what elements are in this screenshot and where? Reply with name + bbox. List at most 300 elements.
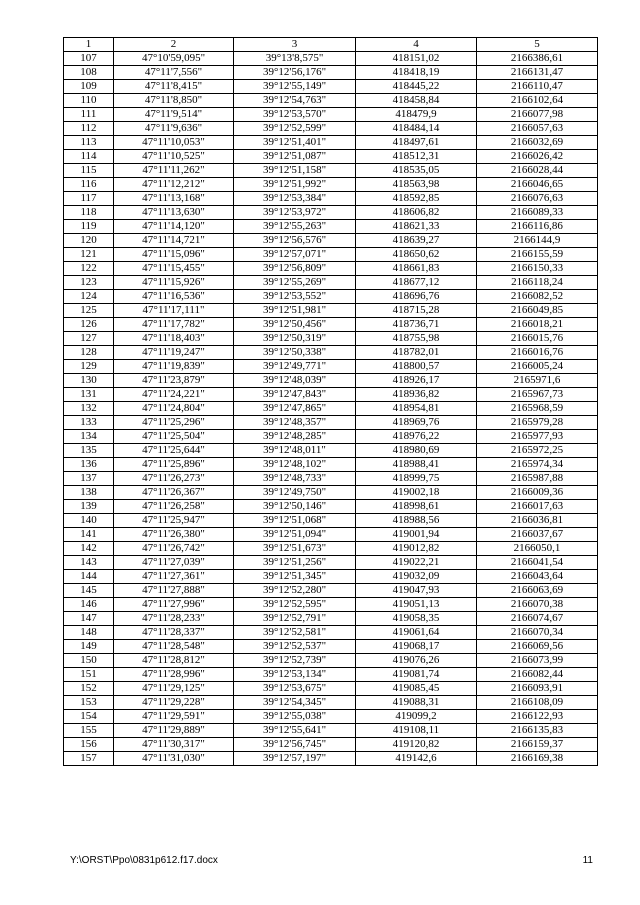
cell-latitude: 47°11'11,262": [114, 164, 234, 178]
cell-y: 2165977,93: [477, 430, 598, 444]
cell-x: 418592,85: [356, 192, 477, 206]
table-row: [64, 584, 598, 598]
cell-point-number: 134: [64, 430, 114, 444]
cell-longitude: 39°12'48,285": [234, 430, 356, 444]
table-row: [64, 108, 598, 122]
cell-x: 418418,19: [356, 66, 477, 80]
cell-point-number: 124: [64, 290, 114, 304]
cell-y: 2166074,67: [477, 612, 598, 626]
cell-point-number: 121: [64, 248, 114, 262]
cell-latitude: 47°11'26,380": [114, 528, 234, 542]
cell-latitude: 47°11'16,536": [114, 290, 234, 304]
cell-latitude: 47°11'19,247": [114, 346, 234, 360]
cell-point-number: 136: [64, 458, 114, 472]
cell-y: 2166028,44: [477, 164, 598, 178]
table-row: [64, 94, 598, 108]
cell-longitude: 39°12'48,102": [234, 458, 356, 472]
cell-x: 418639,27: [356, 234, 477, 248]
cell-latitude: 47°11'26,273": [114, 472, 234, 486]
table-row: [64, 206, 598, 220]
cell-x: 419022,21: [356, 556, 477, 570]
cell-longitude: 39°12'51,992": [234, 178, 356, 192]
table-row: [64, 724, 598, 738]
cell-y: 2166050,1: [477, 542, 598, 556]
cell-longitude: 39°12'50,319": [234, 332, 356, 346]
cell-latitude: 47°11'15,096": [114, 248, 234, 262]
cell-point-number: 154: [64, 710, 114, 724]
cell-longitude: 39°12'53,552": [234, 290, 356, 304]
cell-latitude: 47°11'27,361": [114, 570, 234, 584]
cell-longitude: 39°12'50,146": [234, 500, 356, 514]
cell-y: 2166049,85: [477, 304, 598, 318]
cell-point-number: 142: [64, 542, 114, 556]
cell-y: 2166070,34: [477, 626, 598, 640]
cell-x: 419081,74: [356, 668, 477, 682]
cell-x: 418497,61: [356, 136, 477, 150]
cell-x: 418484,14: [356, 122, 477, 136]
cell-x: 418151,02: [356, 52, 477, 66]
cell-y: 2166082,44: [477, 668, 598, 682]
cell-latitude: 47°11'14,721": [114, 234, 234, 248]
cell-point-number: 125: [64, 304, 114, 318]
table-row: [64, 444, 598, 458]
cell-y: 2166016,76: [477, 346, 598, 360]
cell-point-number: 120: [64, 234, 114, 248]
table-row: [64, 388, 598, 402]
cell-point-number: 116: [64, 178, 114, 192]
cell-x: 418606,82: [356, 206, 477, 220]
cell-longitude: 39°12'48,011": [234, 444, 356, 458]
cell-latitude: 47°11'8,850": [114, 94, 234, 108]
cell-y: 2165971,6: [477, 374, 598, 388]
cell-x: 419061,64: [356, 626, 477, 640]
cell-y: 2166041,54: [477, 556, 598, 570]
cell-latitude: 47°11'27,888": [114, 584, 234, 598]
cell-point-number: 107: [64, 52, 114, 66]
cell-point-number: 151: [64, 668, 114, 682]
cell-point-number: 140: [64, 514, 114, 528]
table-row: [64, 192, 598, 206]
table-header-row: [64, 38, 598, 52]
cell-longitude: 39°12'47,865": [234, 402, 356, 416]
table-row: [64, 668, 598, 682]
table-body: [64, 38, 598, 766]
cell-point-number: 115: [64, 164, 114, 178]
cell-point-number: 153: [64, 696, 114, 710]
cell-x: 418980,69: [356, 444, 477, 458]
cell-point-number: 155: [64, 724, 114, 738]
header-cell-y: 5: [477, 38, 598, 52]
cell-x: 418512,31: [356, 150, 477, 164]
cell-longitude: 39°12'52,595": [234, 598, 356, 612]
cell-y: 2166015,76: [477, 332, 598, 346]
cell-x: 418445,22: [356, 80, 477, 94]
cell-point-number: 157: [64, 752, 114, 766]
cell-latitude: 47°11'24,221": [114, 388, 234, 402]
cell-point-number: 150: [64, 654, 114, 668]
cell-latitude: 47°11'8,415": [114, 80, 234, 94]
cell-latitude: 47°11'14,120": [114, 220, 234, 234]
cell-latitude: 47°11'13,630": [114, 206, 234, 220]
cell-y: 2166102,64: [477, 94, 598, 108]
cell-longitude: 39°12'56,176": [234, 66, 356, 80]
cell-longitude: 39°12'51,256": [234, 556, 356, 570]
cell-point-number: 139: [64, 500, 114, 514]
cell-longitude: 39°12'50,338": [234, 346, 356, 360]
table-row: [64, 262, 598, 276]
cell-x: 419051,13: [356, 598, 477, 612]
table-row: [64, 640, 598, 654]
cell-y: 2166118,24: [477, 276, 598, 290]
cell-latitude: 47°11'29,228": [114, 696, 234, 710]
cell-latitude: 47°11'28,233": [114, 612, 234, 626]
cell-x: 419088,31: [356, 696, 477, 710]
cell-x: 419058,35: [356, 612, 477, 626]
table-row: [64, 570, 598, 584]
cell-y: 2166032,69: [477, 136, 598, 150]
cell-latitude: 47°11'19,839": [114, 360, 234, 374]
cell-point-number: 129: [64, 360, 114, 374]
table-row: [64, 738, 598, 752]
cell-latitude: 47°11'29,889": [114, 724, 234, 738]
table-row: [64, 528, 598, 542]
cell-y: 2166082,52: [477, 290, 598, 304]
cell-y: 2166110,47: [477, 80, 598, 94]
cell-longitude: 39°12'57,071": [234, 248, 356, 262]
table-row: [64, 248, 598, 262]
cell-longitude: 39°12'53,675": [234, 682, 356, 696]
table-row: [64, 500, 598, 514]
cell-latitude: 47°11'26,742": [114, 542, 234, 556]
cell-longitude: 39°12'56,809": [234, 262, 356, 276]
cell-y: 2166005,24: [477, 360, 598, 374]
cell-y: 2166063,69: [477, 584, 598, 598]
cell-longitude: 39°12'55,269": [234, 276, 356, 290]
cell-y: 2166046,65: [477, 178, 598, 192]
cell-longitude: 39°12'48,357": [234, 416, 356, 430]
cell-point-number: 117: [64, 192, 114, 206]
table-row: [64, 710, 598, 724]
cell-y: 2166108,09: [477, 696, 598, 710]
cell-point-number: 138: [64, 486, 114, 500]
cell-x: 419047,93: [356, 584, 477, 598]
cell-y: 2165972,25: [477, 444, 598, 458]
table-row: [64, 332, 598, 346]
cell-x: 419142,6: [356, 752, 477, 766]
cell-x: 418999,75: [356, 472, 477, 486]
table-row: [64, 402, 598, 416]
cell-y: 2165979,28: [477, 416, 598, 430]
cell-point-number: 110: [64, 94, 114, 108]
cell-latitude: 47°11'9,514": [114, 108, 234, 122]
cell-latitude: 47°11'28,812": [114, 654, 234, 668]
cell-longitude: 39°12'52,280": [234, 584, 356, 598]
cell-latitude: 47°11'15,926": [114, 276, 234, 290]
cell-x: 418715,28: [356, 304, 477, 318]
cell-point-number: 143: [64, 556, 114, 570]
cell-x: 418976,22: [356, 430, 477, 444]
cell-latitude: 47°11'10,525": [114, 150, 234, 164]
cell-latitude: 47°11'17,111": [114, 304, 234, 318]
cell-latitude: 47°11'23,879": [114, 374, 234, 388]
cell-y: 2166116,86: [477, 220, 598, 234]
cell-longitude: 39°12'48,039": [234, 374, 356, 388]
footer-page-number: 11: [582, 855, 593, 866]
cell-point-number: 131: [64, 388, 114, 402]
cell-longitude: 39°12'49,750": [234, 486, 356, 500]
table-row: [64, 696, 598, 710]
cell-point-number: 156: [64, 738, 114, 752]
cell-point-number: 114: [64, 150, 114, 164]
cell-longitude: 39°12'55,641": [234, 724, 356, 738]
cell-x: 418650,62: [356, 248, 477, 262]
cell-x: 418755,98: [356, 332, 477, 346]
cell-y: 2166093,91: [477, 682, 598, 696]
cell-longitude: 39°13'8,575": [234, 52, 356, 66]
table-row: [64, 472, 598, 486]
cell-x: 418800,57: [356, 360, 477, 374]
cell-latitude: 47°11'7,556": [114, 66, 234, 80]
cell-y: 2166135,83: [477, 724, 598, 738]
cell-x: 418936,82: [356, 388, 477, 402]
cell-point-number: 109: [64, 80, 114, 94]
cell-latitude: 47°11'18,403": [114, 332, 234, 346]
cell-y: 2166169,38: [477, 752, 598, 766]
header-cell-longitude: 3: [234, 38, 356, 52]
cell-point-number: 118: [64, 206, 114, 220]
cell-point-number: 130: [64, 374, 114, 388]
cell-y: 2166150,33: [477, 262, 598, 276]
cell-y: 2166037,67: [477, 528, 598, 542]
cell-y: 2166077,98: [477, 108, 598, 122]
table-row: [64, 122, 598, 136]
cell-longitude: 39°12'54,345": [234, 696, 356, 710]
cell-longitude: 39°12'51,673": [234, 542, 356, 556]
header-cell-latitude: 2: [114, 38, 234, 52]
cell-latitude: 47°11'25,644": [114, 444, 234, 458]
cell-x: 418926,17: [356, 374, 477, 388]
table-row: [64, 276, 598, 290]
table-row: [64, 752, 598, 766]
cell-y: 2166386,61: [477, 52, 598, 66]
cell-point-number: 141: [64, 528, 114, 542]
coordinates-table: [63, 37, 598, 766]
table-row: [64, 234, 598, 248]
cell-longitude: 39°12'53,972": [234, 206, 356, 220]
cell-latitude: 47°11'28,548": [114, 640, 234, 654]
cell-latitude: 47°11'15,455": [114, 262, 234, 276]
cell-longitude: 39°12'55,038": [234, 710, 356, 724]
cell-point-number: 149: [64, 640, 114, 654]
cell-latitude: 47°11'26,258": [114, 500, 234, 514]
cell-x: 418988,41: [356, 458, 477, 472]
cell-point-number: 108: [64, 66, 114, 80]
cell-point-number: 112: [64, 122, 114, 136]
cell-latitude: 47°11'29,125": [114, 682, 234, 696]
cell-y: 2166026,42: [477, 150, 598, 164]
table-row: [64, 416, 598, 430]
cell-point-number: 126: [64, 318, 114, 332]
cell-y: 2166144,9: [477, 234, 598, 248]
cell-y: 2166018,21: [477, 318, 598, 332]
cell-longitude: 39°12'53,134": [234, 668, 356, 682]
cell-x: 418954,81: [356, 402, 477, 416]
cell-latitude: 47°11'27,996": [114, 598, 234, 612]
cell-longitude: 39°12'51,094": [234, 528, 356, 542]
cell-x: 419099,2: [356, 710, 477, 724]
cell-y: 2166043,64: [477, 570, 598, 584]
cell-longitude: 39°12'51,068": [234, 514, 356, 528]
cell-longitude: 39°12'50,456": [234, 318, 356, 332]
cell-point-number: 137: [64, 472, 114, 486]
cell-x: 418696,76: [356, 290, 477, 304]
cell-point-number: 135: [64, 444, 114, 458]
cell-y: 2165987,88: [477, 472, 598, 486]
cell-longitude: 39°12'55,149": [234, 80, 356, 94]
cell-point-number: 144: [64, 570, 114, 584]
cell-longitude: 39°12'53,384": [234, 192, 356, 206]
cell-y: 2166073,99: [477, 654, 598, 668]
cell-y: 2165974,34: [477, 458, 598, 472]
cell-latitude: 47°11'25,896": [114, 458, 234, 472]
cell-x: 418677,12: [356, 276, 477, 290]
cell-x: 418563,98: [356, 178, 477, 192]
table-row: [64, 458, 598, 472]
cell-latitude: 47°11'31,030": [114, 752, 234, 766]
cell-latitude: 47°11'29,591": [114, 710, 234, 724]
cell-x: 419076,26: [356, 654, 477, 668]
cell-longitude: 39°12'51,345": [234, 570, 356, 584]
cell-latitude: 47°11'28,337": [114, 626, 234, 640]
cell-longitude: 39°12'51,158": [234, 164, 356, 178]
cell-x: 418661,83: [356, 262, 477, 276]
cell-point-number: 147: [64, 612, 114, 626]
cell-y: 2166122,93: [477, 710, 598, 724]
header-cell-x: 4: [356, 38, 477, 52]
cell-x: 418782,01: [356, 346, 477, 360]
table-row: [64, 304, 598, 318]
cell-x: 419085,45: [356, 682, 477, 696]
cell-longitude: 39°12'56,576": [234, 234, 356, 248]
cell-x: 418736,71: [356, 318, 477, 332]
cell-longitude: 39°12'52,581": [234, 626, 356, 640]
cell-x: 419068,17: [356, 640, 477, 654]
cell-point-number: 148: [64, 626, 114, 640]
cell-latitude: 47°10'59,095": [114, 52, 234, 66]
table-row: [64, 290, 598, 304]
table-row: [64, 52, 598, 66]
cell-latitude: 47°11'25,296": [114, 416, 234, 430]
cell-x: 418479,9: [356, 108, 477, 122]
cell-longitude: 39°12'53,570": [234, 108, 356, 122]
table-row: [64, 80, 598, 94]
cell-x: 418535,05: [356, 164, 477, 178]
cell-latitude: 47°11'12,212": [114, 178, 234, 192]
cell-longitude: 39°12'54,763": [234, 94, 356, 108]
cell-longitude: 39°12'48,733": [234, 472, 356, 486]
cell-point-number: 133: [64, 416, 114, 430]
cell-longitude: 39°12'52,599": [234, 122, 356, 136]
cell-x: 419002,18: [356, 486, 477, 500]
table-row: [64, 430, 598, 444]
cell-point-number: 132: [64, 402, 114, 416]
cell-x: 418988,56: [356, 514, 477, 528]
cell-longitude: 39°12'51,087": [234, 150, 356, 164]
cell-y: 2166131,47: [477, 66, 598, 80]
table-row: [64, 136, 598, 150]
cell-latitude: 47°11'26,367": [114, 486, 234, 500]
cell-longitude: 39°12'55,263": [234, 220, 356, 234]
table-row: [64, 220, 598, 234]
cell-x: 418458,84: [356, 94, 477, 108]
cell-x: 419001,94: [356, 528, 477, 542]
table-row: [64, 346, 598, 360]
table-row: [64, 682, 598, 696]
cell-x: 419012,82: [356, 542, 477, 556]
cell-point-number: 113: [64, 136, 114, 150]
cell-point-number: 127: [64, 332, 114, 346]
cell-longitude: 39°12'47,843": [234, 388, 356, 402]
cell-point-number: 122: [64, 262, 114, 276]
table-row: [64, 486, 598, 500]
table-row: [64, 150, 598, 164]
cell-y: 2166036,81: [477, 514, 598, 528]
cell-latitude: 47°11'27,039": [114, 556, 234, 570]
cell-y: 2166089,33: [477, 206, 598, 220]
cell-longitude: 39°12'56,745": [234, 738, 356, 752]
cell-point-number: 152: [64, 682, 114, 696]
cell-y: 2166057,63: [477, 122, 598, 136]
cell-y: 2166159,37: [477, 738, 598, 752]
table-row: [64, 598, 598, 612]
cell-longitude: 39°12'52,791": [234, 612, 356, 626]
footer-file-path: Y:\ORST\Ppo\0831p612.f17.docx: [70, 855, 218, 866]
cell-y: 2166076,63: [477, 192, 598, 206]
cell-point-number: 146: [64, 598, 114, 612]
table-row: [64, 556, 598, 570]
cell-point-number: 123: [64, 276, 114, 290]
cell-y: 2166069,56: [477, 640, 598, 654]
cell-latitude: 47°11'28,996": [114, 668, 234, 682]
cell-y: 2166070,38: [477, 598, 598, 612]
cell-x: 418621,33: [356, 220, 477, 234]
table-row: [64, 654, 598, 668]
table-row: [64, 66, 598, 80]
table-row: [64, 542, 598, 556]
cell-latitude: 47°11'24,804": [114, 402, 234, 416]
cell-point-number: 119: [64, 220, 114, 234]
cell-latitude: 47°11'10,053": [114, 136, 234, 150]
cell-point-number: 145: [64, 584, 114, 598]
cell-latitude: 47°11'9,636": [114, 122, 234, 136]
cell-x: 418969,76: [356, 416, 477, 430]
table-row: [64, 514, 598, 528]
cell-x: 419032,09: [356, 570, 477, 584]
cell-x: 419108,11: [356, 724, 477, 738]
table-row: [64, 164, 598, 178]
cell-longitude: 39°12'52,739": [234, 654, 356, 668]
table-row: [64, 374, 598, 388]
cell-y: 2165967,73: [477, 388, 598, 402]
table-row: [64, 626, 598, 640]
table-row: [64, 318, 598, 332]
cell-latitude: 47°11'17,782": [114, 318, 234, 332]
cell-latitude: 47°11'13,168": [114, 192, 234, 206]
cell-longitude: 39°12'49,771": [234, 360, 356, 374]
cell-longitude: 39°12'51,401": [234, 136, 356, 150]
cell-x: 418998,61: [356, 500, 477, 514]
table-row: [64, 360, 598, 374]
